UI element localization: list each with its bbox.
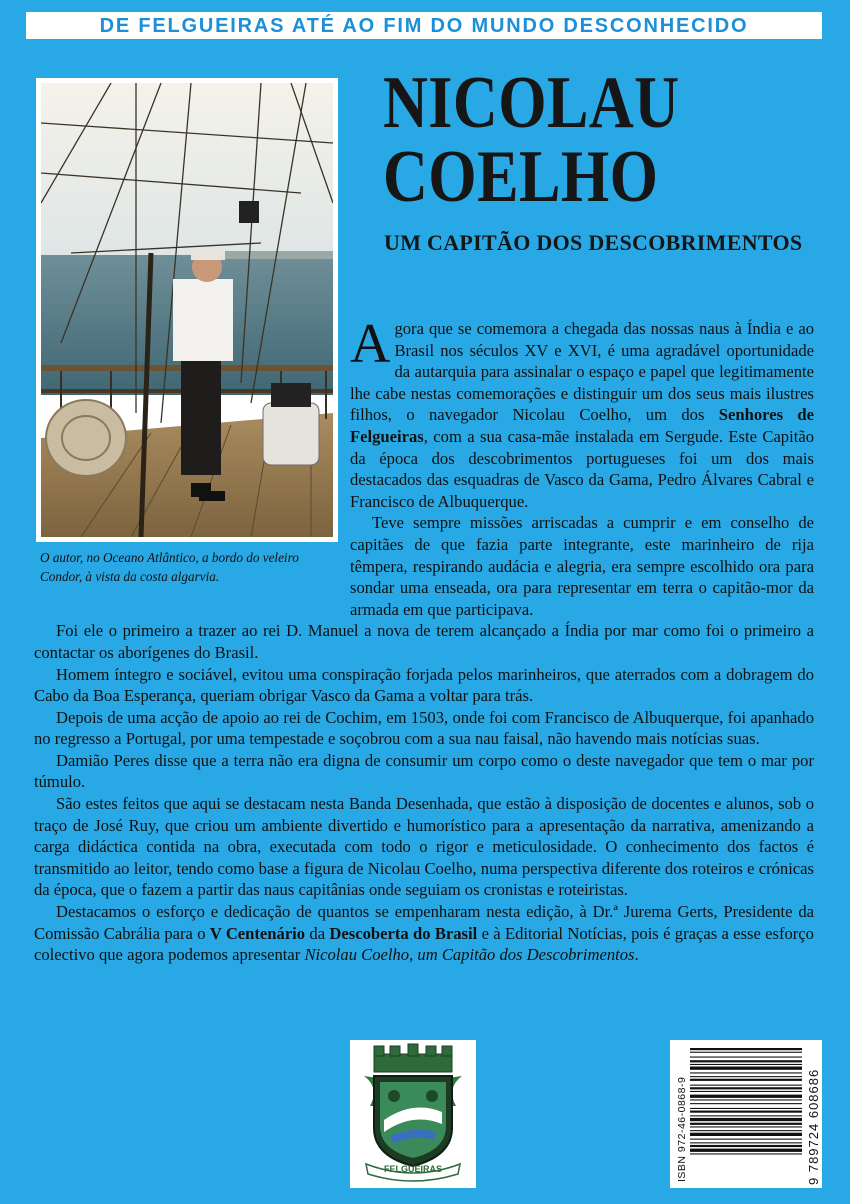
caption-line-1: O autor, no Oceano Atlântico, a bordo do veleiro (40, 550, 299, 565)
paragraph-3: Foi ele o primeiro a trazer ao rei D. Manuel a nova de terem alcançado a Índia por mar como foi o primeiro a contactar os aborígenes do Brasil. (34, 621, 814, 662)
paragraph-4: Homem íntegro e sociável, evitou uma conspiração forjada pelos marinheiros, que aterrados com a dobragem do Cabo da Boa Esperança, queriam obrigar Vasco da Gama a voltar para trás. (34, 664, 814, 706)
caption-line-2: Condor, à vista da costa algarvia. (40, 569, 220, 584)
paragraph-8: Destacamos o esforço e dedicação de quantos se empenharam nesta edição, à Dr.ª Jurema Gerts, Presidente da Comissão Cabrália para o V Centenário da Descoberta do Brasil e à Editorial Notícias, pois é graças a esse esforço colectivo que agora podemos apresentar Nicolau Coelho, um Capitão dos Descobrimentos. (34, 902, 814, 965)
book-subtitle: UM CAPITÃO DOS DESCOBRIMENTOS (384, 230, 803, 255)
paragraph-7: São estes feitos que aqui se destacam nesta Banda Desenhada, que estão à disposição de docentes e alunos, sob o traço de José Ruy, que criou um ambiente divertido e humorístico para a apresentação da narrativa, amenizando a carga didáctica contida na obra, executada com todo o rigor e meticulosidade. O conhecimento dos factos é transmitido ao leitor, tendo como base a figura de Nicolau Coelho, numa perspectiva diferente dos roteiros e crónicas da época, que o fazem a partir das naus capitânias onde seguiam os cronistas e roteiristas. (34, 794, 814, 900)
felgueiras-crest (350, 1040, 476, 1188)
paragraph-6: Damião Peres disse que a terra não era digna de consumir um corpo como o deste navegador que tem o mar por túmulo. (34, 750, 814, 792)
book-title (383, 62, 753, 218)
dropcap: A (350, 313, 391, 375)
paragraph-1: Agora que se comemora a chegada das nossas naus à Índia e ao Brasil nos séculos XV e XVI, é uma agradável oportunidade da autarquia para assinalar o espaço e papel que legitimamente lhe cabe nestas comemorações e distinguir um dos seus mais ilustres filhos, o navegador Nicolau Coelho, um dos Senhores de Felgueiras, com a sua casa-mãe instalada em Sergude. Este Capitão da época dos descobrimentos portugueses foi um dos mais destacados das esquadras de Vasco da Gama, Pedro Álvares Cabral e Francisco de Albuquerque. (350, 313, 814, 511)
photo-spacer (34, 318, 350, 608)
title-line-2: COELHO (383, 136, 659, 218)
isbn-labels (670, 1040, 822, 1188)
crest-label: FELGUEIRAS (383, 1164, 442, 1174)
paragraph-5: Depois de uma acção de apoio ao rei de Cochim, em 1503, onde foi com Francisco de Albuquerque, foi apanhado no regresso a Portugal, por uma tempestade e soçobrou com a sua nau faisal, não havendo mais notícias suas. (34, 707, 814, 749)
paragraph-2: Teve sempre missões arriscadas a cumprir e em conselho de capitães de que fazia parte integrante, este marinheiro de rija têmpera, respirando audácia e alegria, era sempre escolhido ora para sondar uma enseada, ora para representar em terra o capitão-mor da armada em que participava. (350, 513, 814, 619)
isbn-digits: 9 789724 608686 (806, 1068, 821, 1185)
title-line-1: NICOLAU (383, 62, 680, 144)
back-cover-text (34, 313, 814, 966)
top-banner: DE FELGUEIRAS ATÉ AO FIM DO MUNDO DESCONHECIDO (26, 12, 822, 39)
isbn-code: ISBN 972-46-0868-9 (676, 1076, 688, 1182)
